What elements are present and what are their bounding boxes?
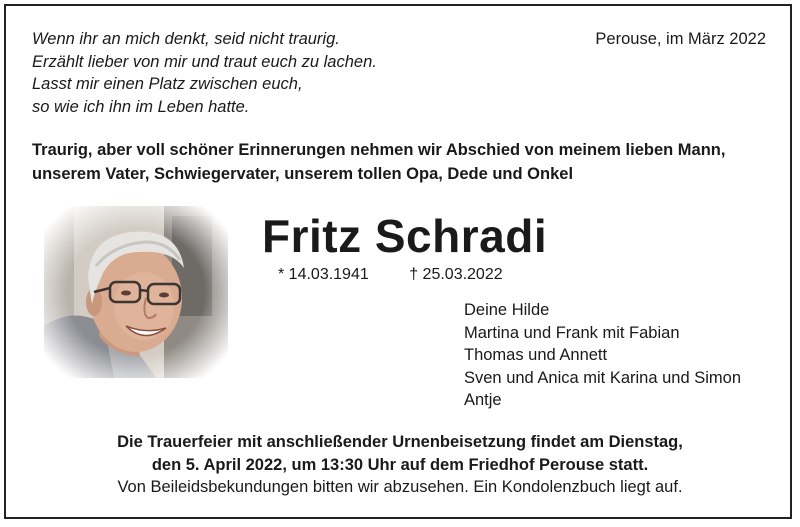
deceased-name: Fritz Schradi xyxy=(262,210,548,262)
family-member: Thomas und Annett xyxy=(464,346,608,365)
life-dates xyxy=(278,265,503,285)
family-member: Sven und Anica mit Karina und Simon xyxy=(464,368,741,387)
ceremony-line: den 5. April 2022, um 13:30 Uhr auf dem Friedhof Perouse statt. xyxy=(151,455,649,474)
poem-line: Lasst mir einen Platz zwischen euch, xyxy=(32,75,303,93)
poem-line: Wenn ihr an mich denkt, seid nicht traurig. xyxy=(32,30,340,48)
portrait-photo xyxy=(44,206,228,378)
poem xyxy=(32,28,377,118)
birth-date: * 14.03.1941 xyxy=(278,266,369,283)
intro-text xyxy=(32,138,725,186)
poem-line: so wie ich ihn im Leben hatte. xyxy=(32,97,250,116)
poem-line: Erzählt lieber von mir und traut euch zu lachen. xyxy=(32,52,377,71)
ceremony-notice xyxy=(6,431,794,499)
intro-line: Traurig, aber voll schöner Erinnerungen nehmen wir Abschied von meinem lieben Mann, xyxy=(32,141,726,159)
family-member: Deine Hilde xyxy=(464,301,550,319)
intro-line: unserem Vater, Schwiegervater, unserem tollen Opa, Dede und Onkel xyxy=(32,165,574,183)
family-member: Antje xyxy=(464,391,502,410)
ceremony-line: Die Trauerfeier mit anschließender Urnenbeisetzung findet am Dienstag, xyxy=(117,433,683,451)
portrait-illustration xyxy=(44,206,228,378)
obituary-frame xyxy=(4,4,792,519)
condolence-note: Von Beileidsbekundungen bitten wir abzusehen. Ein Kondolenzbuch liegt auf. xyxy=(117,478,683,496)
death-date: † 25.03.2022 xyxy=(409,266,503,283)
family-member: Martina und Frank mit Fabian xyxy=(464,323,680,342)
place-date: Perouse, im März 2022 xyxy=(595,30,766,48)
family-list xyxy=(464,299,741,412)
